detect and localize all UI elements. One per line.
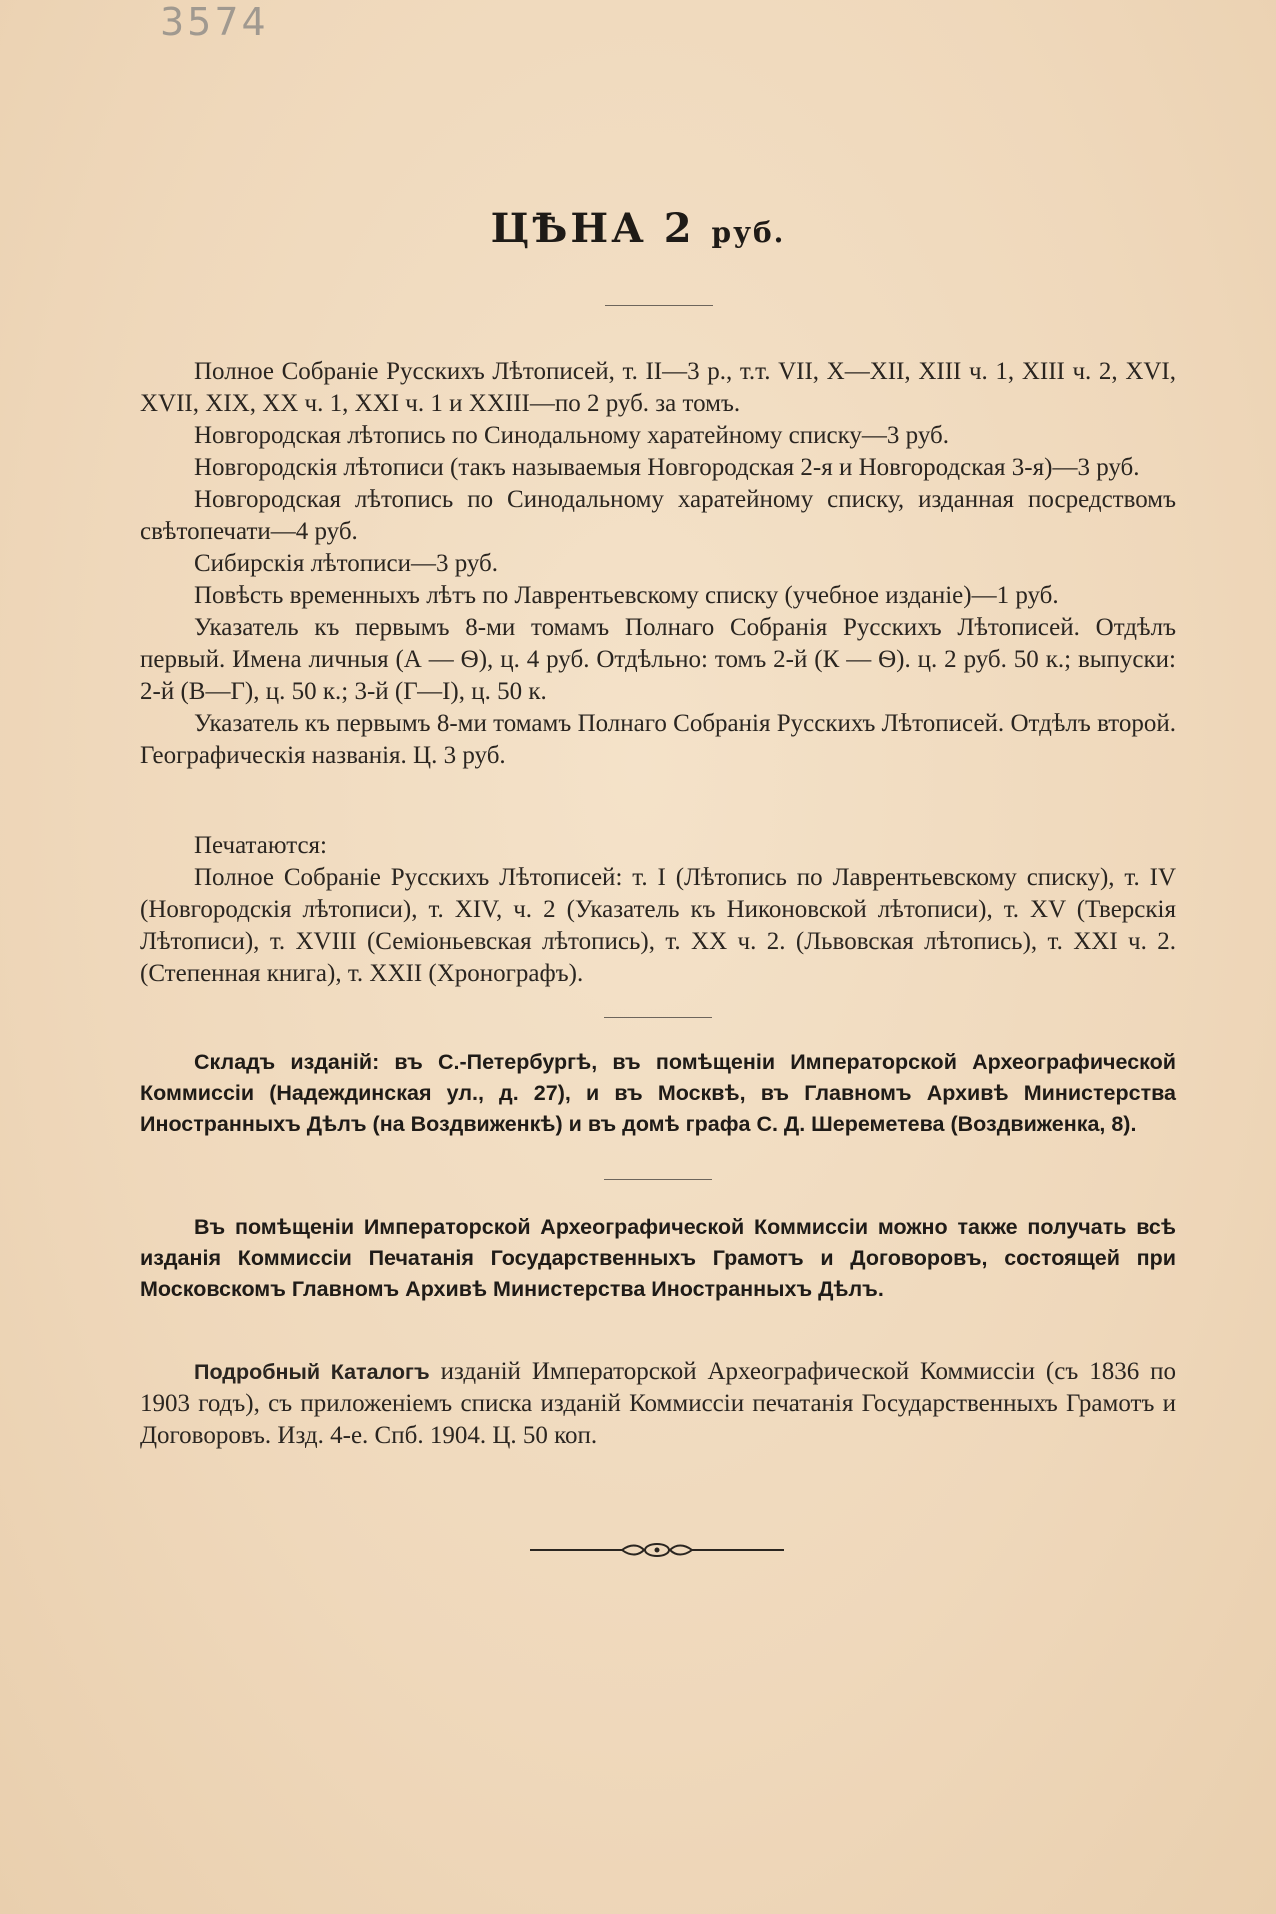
price-item: Указатель къ первымъ 8-ми томамъ Полнаго Собранія Русскихъ Лѣтописей. Отдѣлъ второй. Географическія названія. Ц. 3 руб. [140,710,1176,769]
divider-rule [604,1179,712,1180]
price-item: Сибирскія лѣтописи—3 руб. [194,550,499,577]
warehouse-notice: Складъ изданій: въ С.-Петербургѣ, въ помѣщеніи Императорской Археографической Коммиссіи (Надеждинская ул., д. 27), и въ Москвѣ, въ Главномъ Архивѣ Министерства Иностранныхъ Дѣлъ (на Воздвиженкѣ) и въ домѣ графа С. Д. Шереметева (Воздвиженка, 8). [140,1050,1176,1136]
divider-rule [605,305,713,306]
price-item: Повѣсть временныхъ лѣтъ по Лаврентьевскому списку (учебное изданіе)—1 руб. [194,582,1059,609]
printing-text: Полное Собраніе Русскихъ Лѣтописей: т. I (Лѣтопись по Лаврентьевскому списку), т. IV (Новгородскія лѣтописи), т. XIV, ч. 2 (Указатель къ Никоновской лѣтописи), т. XV (Тверскія Лѣтописи), т. XVIII (Семіоньевская лѣтопись), т. XX ч. 2. (Львовская лѣтопись), т. XXI ч. 2. (Степенная книга), т. XXII (Хронографъ). [140,864,1176,987]
price-item: Новгородская лѣтопись по Синодальному харатейному списку—3 руб. [194,422,949,449]
catalog-lead: Подробный Каталогъ [194,1360,430,1384]
price-item: Новгородскія лѣтописи (такъ называемыя Новгородская 2-я и Новгородская 3-я)—3 руб. [194,454,1140,481]
printing-heading: Печатаются: [194,832,327,859]
archive-stamp-number: 3574 [160,0,269,44]
price-item: Полное Собраніе Русскихъ Лѣтописей, т. II—3 р., т.т. VII, X—XII, XIII ч. 1, XIII ч. 2, XVI, XVII, XIX, XX ч. 1, XXI ч. 1 и XXIII—по 2 руб. за томъ. [140,358,1176,417]
price-item: Новгородская лѣтопись по Синодальному харатейному списку, изданная посредствомъ свѣтопечати—4 руб. [140,486,1176,545]
price-title [0,205,1276,252]
divider-rule [604,1017,712,1018]
printing-section [140,830,1176,990]
catalog-text: изданій Императорской Археографической Коммиссіи (съ 1836 по 1903 годъ), съ приложеніемъ списка изданій Коммиссіи печатанія Государственныхъ Грамотъ и Договоровъ. Изд. 4-е. Спб. 1904. Ц. 50 коп. [140,1358,1176,1449]
price-list [140,356,1176,772]
price-title-unit: руб. [711,216,786,249]
ornament-divider [530,1538,784,1562]
commission-notice: Въ помѣщеніи Императорской Археографической Коммиссіи можно также получать всѣ изданія Коммиссіи Печатанія Государственныхъ Грамотъ и Договоровъ, состоящей при Московскомъ Главномъ Архивѣ Министерства Иностранныхъ Дѣлъ. [140,1215,1176,1301]
price-title-main: ЦѢНА 2 [490,205,695,252]
price-item: Указатель къ первымъ 8-ми томамъ Полнаго Собранія Русскихъ Лѣтописей. Отдѣлъ первый. Имена личныя (А — Ѳ), ц. 4 руб. Отдѣльно: томъ 2-й (К — Ѳ). ц. 2 руб. 50 к.; выпуски: 2-й (В—Г), ц. 50 к.; 3-й (Г—I), ц. 50 к. [140,614,1176,705]
catalog-notice [140,1356,1176,1452]
